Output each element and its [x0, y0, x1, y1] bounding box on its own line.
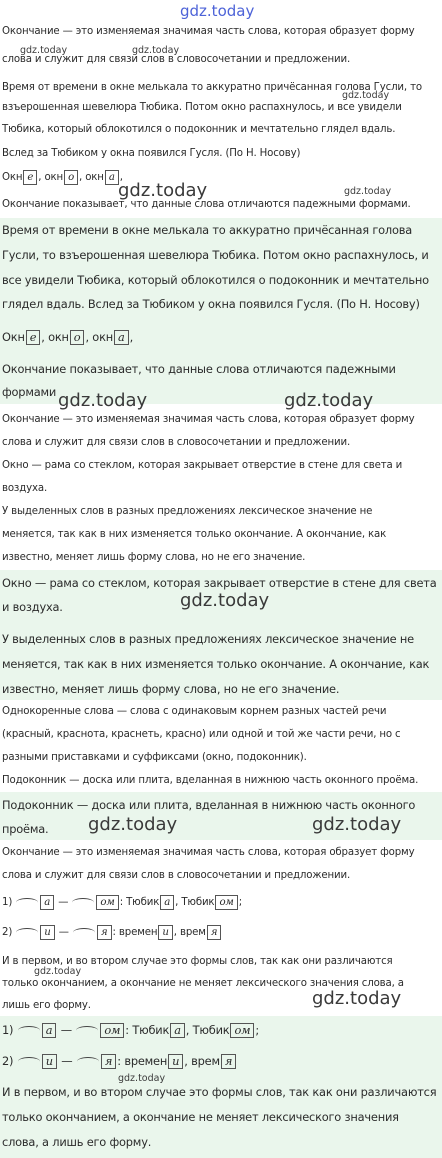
text-line-2: взъерошенная шевелюра Тюбика. Потом окно распахнулось, и все увидели [2, 102, 402, 113]
conclusion-line-3: лишь его форму. [2, 1000, 91, 1011]
scheme-row-1: 1) а — ом : Тюбик а , Тюбик ом ; [2, 897, 243, 908]
watermark: gdz.today [132, 45, 180, 56]
text-line-1: Время от времени в окне мелькала то аккуратно причёсанная голова Гусли, то [2, 82, 422, 93]
ending-box: и [40, 925, 54, 940]
scheme-row-1: 1) а — ом : Тюбик а , Тюбик ом ; [2, 1023, 260, 1037]
conclusion-line-1: И в первом, и во втором случае это формы слов, так как они различаются [2, 1085, 437, 1099]
ending-box: и [42, 1054, 57, 1069]
text-line-4: глядел вдаль. Вслед за Тюбиком у окна появился Гусля. (По Н. Носову) [2, 297, 420, 311]
definition-line-2: слова и служит для связи слов в словосочетании и предложении. [2, 870, 351, 881]
ending-box: а [105, 170, 119, 185]
okno-line-2: воздуха. [2, 483, 48, 494]
okno-line-2: и воздуха. [2, 600, 63, 614]
definition-line-2: слова и служит для связи слов в словосочетании и предложении. [2, 54, 351, 65]
lexical-line-3: известно, меняет лишь форму слова, но не его значение. [2, 552, 306, 563]
ending-box: а [170, 1023, 185, 1038]
word-forms-row: Окн е , окн о , окн а , [2, 172, 123, 183]
ending-box: а [114, 330, 129, 345]
ending-box: е [23, 170, 37, 185]
text-line-2: Гусли, то взъерошенная шевелюра Тюбика. Потом окно распахнулось, и [2, 248, 429, 262]
root-arc-icon [73, 928, 95, 937]
root-arc-icon [77, 1057, 99, 1066]
ending-box: ом [96, 895, 118, 910]
text-line-4: Вслед за Тюбиком у окна появился Гусля. (По Н. Носову) [2, 148, 301, 159]
conclusion-line-3: слова, а лишь его форму. [2, 1135, 152, 1149]
conclusion-line-2: только окончанием, а окончание не меняет лексического значения слова, а [2, 978, 404, 989]
definition-line-2: слова и служит для связи слов в словосочетании и предложении. [2, 437, 351, 448]
text-line-3: Тюбика, который облокотился о подоконник и мечтательно глядел вдаль. [2, 124, 396, 135]
ending-box: о [70, 330, 85, 345]
ending-box: а [42, 1023, 57, 1038]
lexical-line-2: меняется, так как в них изменяется только окончание. А окончание, как [2, 657, 430, 671]
ending-box: е [26, 330, 41, 345]
text-line-1: Время от времени в окне мелькала то аккуратно причёсанная голова [2, 223, 413, 237]
lexical-line-1: У выделенных слов в разных предложениях лексическое значение не [2, 506, 373, 517]
watermark: gdz.today [342, 90, 390, 101]
watermark: gdz.today [344, 186, 392, 197]
watermark: gdz.today [34, 966, 82, 977]
watermark: gdz.today [284, 390, 374, 411]
root-arc-icon [18, 1057, 40, 1066]
root-arc-icon [16, 928, 38, 937]
watermark: gdz.today [118, 180, 208, 201]
ending-box: я [221, 1054, 236, 1069]
okno-line-1: Окно — рама со стеклом, которая закрывает отверстие в стене для света и [2, 460, 403, 471]
lexical-line-3: известно, меняет лишь форму слова, но не его значение. [2, 682, 340, 696]
scheme-row-2: 2) и — я : времен и , врем я [2, 1054, 237, 1069]
watermark: gdz.today [20, 45, 68, 56]
conclusion-line-2: формами [2, 385, 57, 399]
ending-box: ом [100, 1023, 124, 1038]
lexical-line-2: меняется, так как в них изменяется только окончание. А окончание, как [2, 529, 387, 540]
definition-line-1: Окончание — это изменяемая значимая часть слова, которая образует форму [2, 414, 415, 425]
conclusion-line-1: Окончание показывает, что данные слова отличаются падежными [2, 362, 396, 376]
podokonnik-line-2: проёма. [2, 822, 49, 836]
watermark: gdz.today [180, 590, 270, 611]
conclusion-line-1: И в первом, и во втором случае это формы слов, так как они различаются [2, 956, 393, 967]
definition-line-1: Окончание — это изменяемая значимая часть слова, которая образует форму [2, 847, 415, 858]
roots-line-1: Однокоренные слова — слова с одинаковым корнем разных частей речи [2, 706, 387, 717]
watermark: gdz.today [58, 390, 148, 411]
okno-line-1: Окно — рама со стеклом, которая закрывает отверстие в стене для света [2, 576, 437, 590]
roots-line-2: (красный, краснота, краснеть, красно) или одной и той же части речи, но с [2, 729, 401, 740]
site-logo[interactable]: gdz.today [180, 2, 255, 20]
root-arc-icon [18, 1026, 40, 1035]
answer-band [0, 218, 442, 404]
word-forms-row: Окн е , окн о , окн а , [2, 330, 134, 344]
ending-box: ом [230, 1023, 254, 1038]
podokonnik-line: Подоконник — доска или плита, вделанная в нижнюю часть оконного проёма. [2, 775, 419, 786]
roots-line-3: разными приставками и суффиксами (окно, подоконник). [2, 752, 307, 763]
root-arc-icon [16, 898, 38, 907]
lexical-line-1: У выделенных слов в разных предложениях лексическое значение не [2, 632, 414, 646]
root-arc-icon [72, 898, 94, 907]
ending-box: и [158, 925, 172, 940]
ending-box: а [160, 895, 174, 910]
ending-box: я [101, 1054, 116, 1069]
ending-box: я [97, 925, 112, 940]
podokonnik-line-1: Подоконник — доска или плита, вделанная в нижнюю часть оконного [2, 798, 416, 812]
ending-box: ом [215, 895, 237, 910]
conclusion-line: Окончание показывает, что данные слова отличаются падежными формами. [2, 199, 411, 210]
ending-box: я [207, 925, 222, 940]
definition-line-1: Окончание — это изменяемая значимая часть слова, которая образует форму [2, 26, 415, 37]
conclusion-line-2: только окончанием, а окончание не меняет лексического значения [2, 1110, 399, 1124]
text-line-3: все увидели Тюбика, который облокотился о подоконник и мечтательно [2, 273, 429, 287]
watermark: gdz.today [312, 988, 402, 1009]
ending-box: о [64, 170, 78, 185]
scheme-row-2: 2) и — я : времен и , врем я [2, 925, 222, 940]
watermark: gdz.today [312, 814, 402, 835]
watermark: gdz.today [118, 1073, 166, 1084]
root-arc-icon [76, 1026, 98, 1035]
ending-box: и [168, 1054, 183, 1069]
ending-box: а [40, 895, 54, 910]
watermark: gdz.today [88, 814, 178, 835]
